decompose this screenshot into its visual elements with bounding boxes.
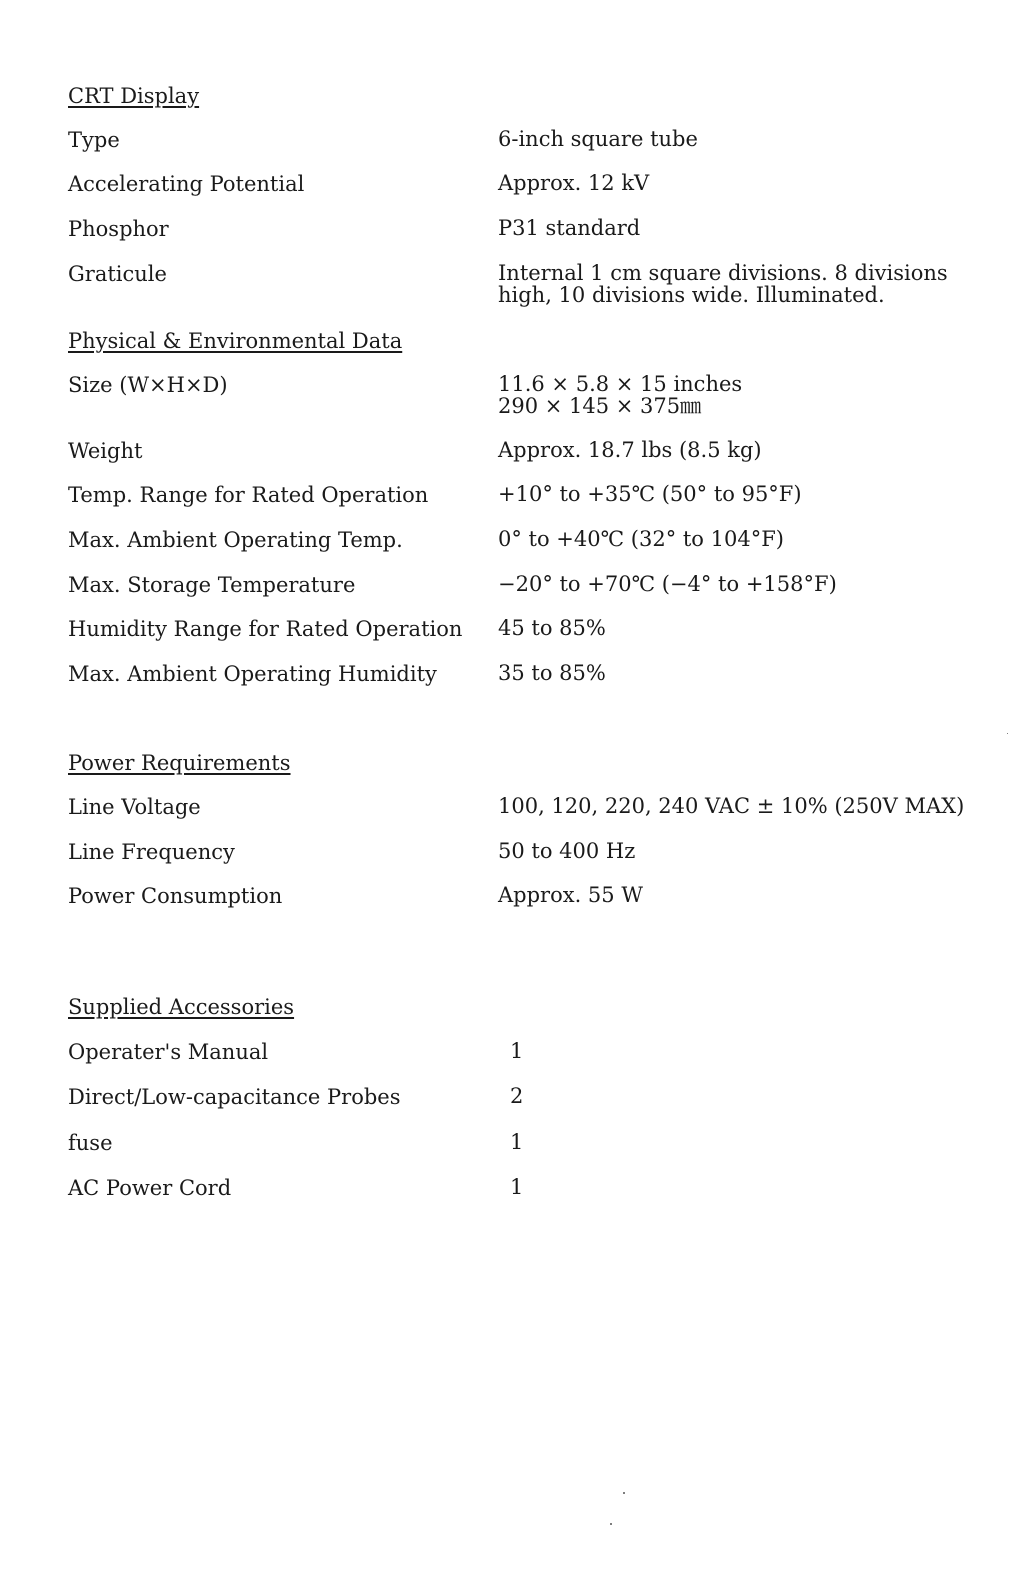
spec-label: Humidity Range for Rated Operation: [68, 617, 463, 641]
accessory-label: AC Power Cord: [68, 1176, 232, 1200]
spec-label: Power Consumption: [68, 884, 283, 908]
spec-row-max-ambient-humidity: [0, 662, 1021, 706]
accessory-quantity: 2: [510, 1084, 524, 1108]
scan-speck: [610, 1523, 612, 1525]
spec-value-line: 290 × 145 × 375㎜: [498, 394, 702, 418]
accessory-quantity: 1: [510, 1039, 524, 1063]
spec-value: Approx. 12 kV: [498, 171, 650, 195]
spec-value: 0° to +40℃ (32° to 104°F): [498, 527, 784, 551]
spec-label: Size (W×H×D): [68, 373, 228, 397]
spec-row-type: [0, 128, 1021, 172]
spec-value: Approx. 18.7 lbs (8.5 kg): [498, 438, 762, 462]
spec-row-phosphor: [0, 217, 1021, 261]
accessory-row-fuse: [0, 1131, 1021, 1175]
spec-row-graticule: [0, 262, 1021, 306]
section-heading-supplied-accessories: Supplied Accessories: [68, 995, 295, 1019]
spec-label: Phosphor: [68, 217, 169, 241]
accessory-quantity: 1: [510, 1175, 524, 1199]
spec-value: 35 to 85%: [498, 661, 606, 685]
spec-row-humidity-range: [0, 617, 1021, 661]
spec-value: P31 standard: [498, 216, 641, 240]
section-heading-physical-environmental: Physical & Environmental Data: [68, 329, 403, 353]
section-heading-crt-display: CRT Display: [68, 84, 200, 108]
spec-label: Max. Ambient Operating Temp.: [68, 528, 403, 552]
spec-row-weight: [0, 439, 1021, 483]
spec-label: Temp. Range for Rated Operation: [68, 483, 429, 507]
spec-value-line: 11.6 × 5.8 × 15 inches: [498, 372, 743, 396]
spec-row-temp-range: [0, 483, 1021, 527]
spec-row-max-storage-temp: [0, 573, 1021, 617]
spec-row-max-ambient-temp: [0, 528, 1021, 572]
spec-row-power-consumption: [0, 884, 1021, 928]
spec-value: 50 to 400 Hz: [498, 839, 636, 863]
spec-label: Line Voltage: [68, 795, 201, 819]
accessory-row-manual: [0, 1040, 1021, 1084]
spec-value: Approx. 55 W: [498, 883, 643, 907]
scan-speck: [623, 1492, 625, 1494]
section-heading-power-requirements: Power Requirements: [68, 751, 291, 775]
accessory-quantity: 1: [510, 1130, 524, 1154]
accessory-label: Direct/Low-capacitance Probes: [68, 1085, 401, 1109]
spec-value: 100, 120, 220, 240 VAC ± 10% (250V MAX): [498, 794, 965, 818]
spec-label: Weight: [68, 439, 143, 463]
spec-value: [498, 262, 948, 306]
accessory-row-probes: [0, 1085, 1021, 1129]
spec-label: Graticule: [68, 262, 167, 286]
spec-row-line-frequency: [0, 840, 1021, 884]
spec-label: Max. Storage Temperature: [68, 573, 356, 597]
spec-value: 6-inch square tube: [498, 127, 698, 151]
spec-value: −20° to +70℃ (−4° to +158°F): [498, 572, 837, 596]
spec-label: Line Frequency: [68, 840, 235, 864]
spec-value: [498, 373, 742, 417]
spec-row-size: [0, 373, 1021, 417]
accessory-label: Operater's Manual: [68, 1040, 269, 1064]
accessory-row-ac-power-cord: [0, 1176, 1021, 1220]
spec-label: Max. Ambient Operating Humidity: [68, 662, 437, 686]
spec-value-line: high, 10 divisions wide. Illuminated.: [498, 283, 885, 307]
spec-row-accelerating-potential: [0, 172, 1021, 216]
spec-label: Accelerating Potential: [68, 172, 305, 196]
spec-value: 45 to 85%: [498, 616, 606, 640]
spec-value-line: Internal 1 cm square divisions. 8 divisions: [498, 261, 948, 285]
accessory-label: fuse: [68, 1131, 113, 1155]
scan-speck: [1007, 733, 1008, 734]
spec-label: Type: [68, 128, 120, 152]
spec-value: +10° to +35℃ (50° to 95°F): [498, 482, 802, 506]
spec-row-line-voltage: [0, 795, 1021, 839]
